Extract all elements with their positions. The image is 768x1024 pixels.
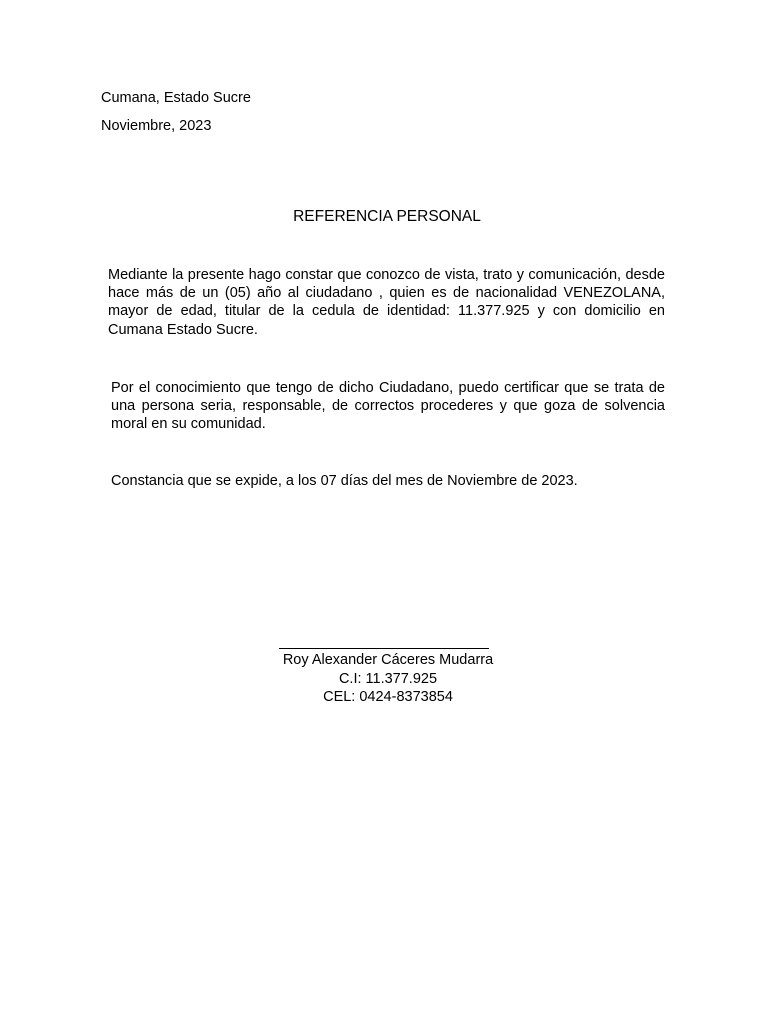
header-place: Cumana, Estado Sucre [101, 90, 251, 106]
header-date: Noviembre, 2023 [101, 118, 212, 134]
document-title: REFERENCIA PERSONAL [293, 208, 481, 225]
body-paragraph-2: Por el conocimiento que tengo de dicho Ciudadano, puedo certificar que se trata de una persona seria, responsable, de correctos procederes y que goza de solvencia moral en su comunidad. [111, 380, 665, 433]
signature-ci: C.I: 11.377.925 [338, 670, 438, 687]
body-paragraph-3: Constancia que se expide, a los 07 días del mes de Noviembre de 2023. [111, 473, 578, 489]
body-paragraph-1: Mediante la presente hago constar que conozco de vista, trato y comunicación, desde hace más de un (05) año al ciudadano , quien es de nacionalidad VENEZOLANA, mayor de edad, titular de la cedula de identidad: 11.377.925 y con domicilio en Cumana Estado Sucre. [108, 267, 665, 338]
signature-name: Roy Alexander Cáceres Mudarra [282, 652, 494, 668]
signature-block [248, 633, 528, 707]
signature-line [279, 648, 489, 649]
signature-cel: CEL: 0424-8373854 [323, 689, 453, 705]
